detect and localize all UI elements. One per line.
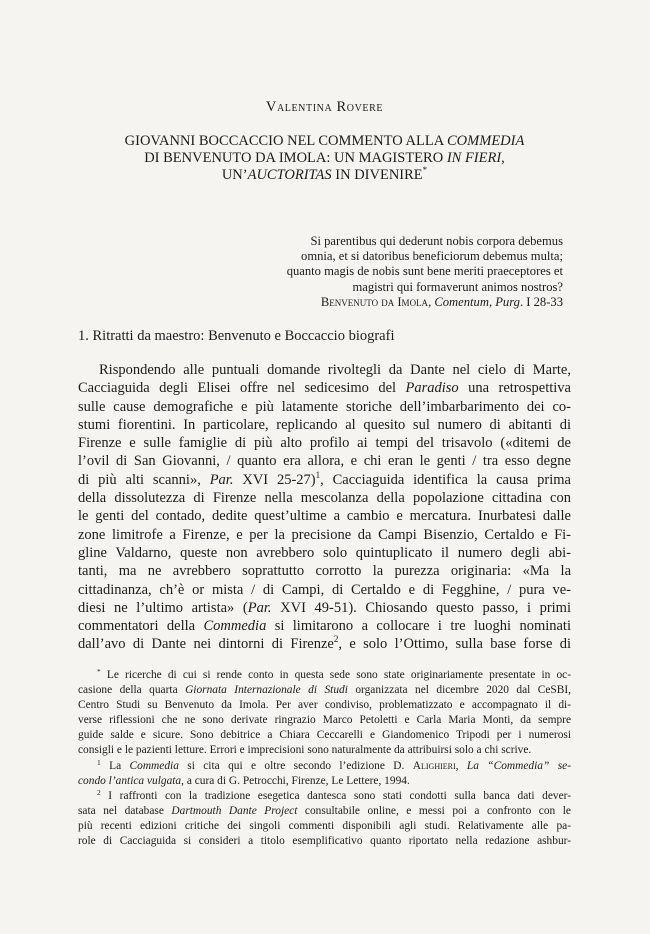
- title-line-3: UN’AUCTORITAS IN DIVENIRE*: [221, 165, 428, 183]
- footnote-line: $^2$ I raffronti con la tradizione esegetica dantesca sono stati condotti sulla banca dati dever-: [97, 787, 571, 802]
- body-line: cittadinanza, ch’è or mista / di Campi, di Certaldo e di Fegghine, / pura ve-: [78, 581, 571, 598]
- title-footnote-mark: *: [422, 165, 428, 175]
- body-line: Rispondendo alle puntuali domande rivoltegli da Dante nel cielo di Marte,: [99, 362, 571, 378]
- body-line: zone limitrofe a Firenze, e per la precisione da Campi Bisenzio, Certaldo e Fi-: [78, 526, 571, 543]
- author-name: Valentina Rovere: [265, 99, 384, 115]
- body-line: le genti del contado, dedite quest’ultime a cambio e mercatura. Inurbatesi dalle: [78, 508, 571, 525]
- footnote-mark: *: [97, 667, 101, 676]
- footnote-ref-2: 2: [333, 634, 339, 645]
- footnote-ref-1: 1: [315, 469, 321, 480]
- epigraph-source: Benvenuto da Imola, Comentum, Purg. I 28-33: [320, 294, 563, 309]
- footnotes: [78, 668, 571, 849]
- epigraph-line: quanto magis de nobis sunt bene meriti praeceptores et: [286, 264, 563, 279]
- footnote-line: più recenti edizioni critiche dei singoli commenti disponibili agli studi. Relativamente alle pa-: [78, 819, 571, 832]
- body-line: stumi fiorentini. In particolare, replicando al quesito sul numero di abitanti di: [78, 416, 571, 433]
- footnote-line: consigli e le pazienti letture. Errori e imprecisioni sono naturalmente da attribuirsi solo a chi scrive.: [78, 744, 532, 757]
- footnote-line: condo l’antica vulgata, a cura di G. Petrocchi, Firenze, Le Lettere, 1994.: [78, 774, 410, 787]
- footnote-mark: 2: [97, 787, 101, 797]
- body-line: Cacciaguida degli Elisei offre nel sedicesimo del Paradiso una retrospettiva: [78, 380, 571, 397]
- paper-page: [78, 0, 571, 934]
- article-title: [78, 133, 571, 184]
- footnote-line: role di Cacciaguida si consideri a titolo esemplificativo quanto riportato nella redazione ashbur-: [78, 835, 571, 848]
- footnote-line: guide salde e sicure. Sono debitrice a Chiara Ceccarelli e Giandomenico Tripodi per i numerosi: [78, 729, 571, 742]
- footnote-line: * Le ricerche di cui si rende conto in questa sede sono state originariamente presentate in oc-: [97, 667, 571, 681]
- body-line: diesi ne l’ultimo artista» (Par. XVI 49-51). Chiosando questo passo, i primi: [78, 599, 571, 616]
- footnote-mark: 1: [97, 757, 101, 767]
- body-line: della dissolutezza di Firenze nella mescolanza della popolazione cittadina con: [78, 490, 571, 507]
- epigraph: [233, 234, 563, 310]
- body-line: di più alti scanni», Par. XVI 25-27)$^1$, Cacciaguida identifica la causa prima: [78, 469, 571, 488]
- body-line: Firenze e sulle famiglie di più alto profilo ai tempi del trisavolo («ditemi de: [78, 435, 571, 452]
- epigraph-line: omnia, et si datoribus beneficiorum debemus multa;: [301, 249, 563, 264]
- footnote-line: sata nel database Dartmouth Dante Project consultabile online, e messi poi a confronto con le: [78, 804, 571, 817]
- footnote-line: $^1$ La Commedia si cita qui e oltre secondo l’edizione D. Alighieri, La “Commedia” se-: [97, 757, 571, 772]
- body-line: tanti, ma ne avrebbero soprattutto corrotto la purezza originaria: «Ma la: [78, 563, 571, 580]
- footnote-line: verse riflessioni che ne sono derivate ringrazio Marco Petoletti e Carla Maria Monti, da sempre: [78, 714, 571, 727]
- epigraph-line: magistri qui formaverunt animos nostros?: [352, 279, 563, 294]
- section-heading: 1. Ritratti da maestro: Benvenuto e Boccaccio biografi: [78, 328, 395, 344]
- footnote-line: casione della quarta Giornata Internazionale di Studi organizzata nel dicembre 2020 dal CeSBI,: [78, 684, 571, 697]
- footnote-line: Centro Studi su Benvenuto da Imola. Per aver condiviso, problematizzato e accompagnato il di-: [78, 699, 571, 712]
- epigraph-line: Si parentibus qui dederunt nobis corpora debemus: [310, 234, 563, 248]
- title-line-1: GIOVANNI BOCCACCIO NEL COMMENTO ALLA COMMEDIA: [124, 133, 525, 149]
- title-line-2: DI BENVENUTO DA IMOLA: UN MAGISTERO IN FIERI,: [144, 150, 505, 166]
- body-line: commentatori della Commedia si limitarono a collocare i tre luoghi nominati: [78, 618, 571, 635]
- body-line: dall’avo di Dante nei dintorni di Firenze$^2$, e solo l’Ottimo, sulla base forse di: [78, 634, 572, 653]
- body-line: l’ovil di San Giovanni, / quanto era allora, e chi eran le genti / tra esso degne: [78, 453, 571, 470]
- body-line: gline Valdarno, queste non avrebbero solo quintuplicato il numero degli abi-: [78, 544, 571, 561]
- body-line: sulle cause demografiche e più latamente storiche dell’imbarbarimento dei co-: [78, 398, 571, 415]
- body-text: [78, 361, 571, 654]
